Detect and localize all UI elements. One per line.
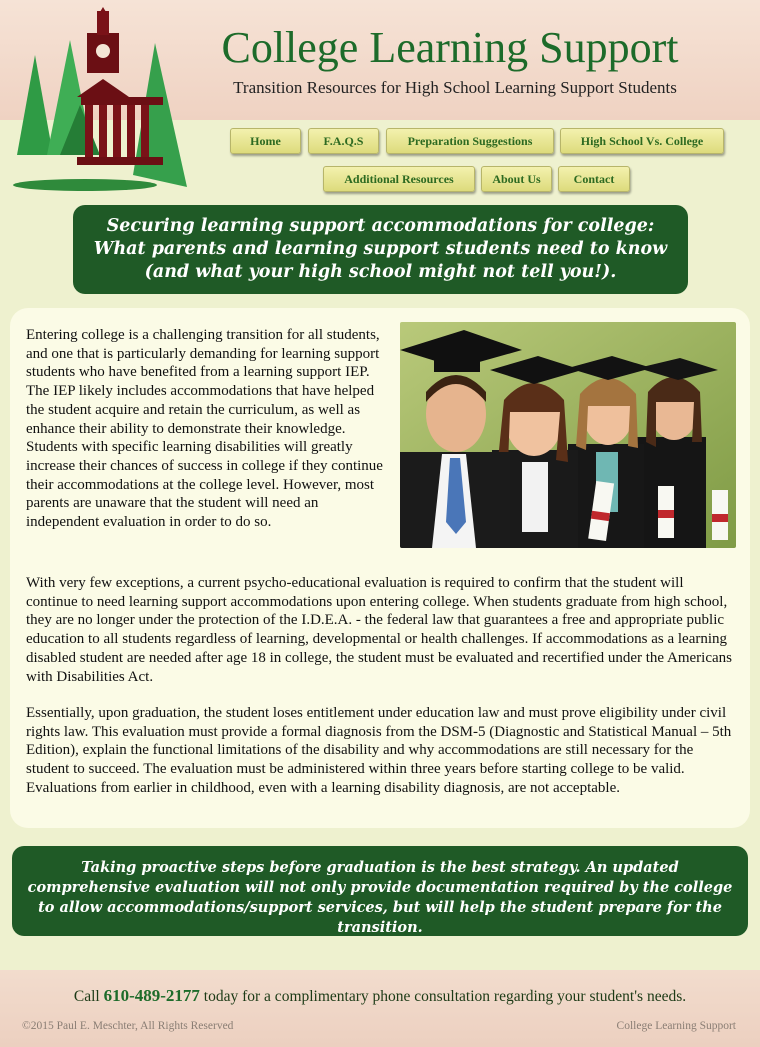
nav-about-us[interactable]: About Us — [481, 166, 552, 192]
banner-line-3: (and what your high school might not tell you!). — [144, 262, 617, 282]
graduates-photo — [400, 322, 736, 548]
eligibility-paragraph: With very few exceptions, a current psycho-educational evaluation is required to confirm that the student will continue to need learning support accommodations upon entering college. When students graduate from high school, they are no longer under the protection of the I.D.E.A. - the federal law that guarantees a free and appropriate public education to all students regardless of learning, developmental or health challenges. If accommodations as a learning disabled student are needed after age 18 in college, the student must be evaluated and recertified under the Americans with Disabilities Act. — [26, 575, 732, 685]
phone-number[interactable]: 610-489-2177 — [103, 986, 200, 1005]
nav-home[interactable]: Home — [230, 128, 301, 154]
footer-site-name: College Learning Support — [616, 1020, 736, 1032]
main-content — [10, 308, 750, 828]
site-title: College Learning Support — [221, 23, 679, 72]
footer — [0, 970, 760, 1047]
nav-additional-resources[interactable]: Additional Resources — [323, 166, 475, 192]
civil-rights-paragraph: Essentially, upon graduation, the student loses entitlement under education law and must prove eligibility under civil rights law. This evaluation must provide a formal diagnosis from the DSM-5 (Diagnostic and Statistical Manual – 5th Edition), explain the functional limitations of the disability and why accommodations are still necessary for the student to succeed. The evaluation must be administered within three years before starting college to be valid. Evaluations from earlier in childhood, even with a learning disability diagnosis, are not acceptable. — [26, 705, 732, 796]
strategy-callout: Taking proactive steps before graduation is the best strategy. An updated comprehensive evaluation will not only provide documentation required by the college to allow accommodations/support services, but will help the student prepare for the transition. — [12, 846, 748, 936]
site-subtitle: Transition Resources for High School Learning Support Students — [233, 78, 677, 97]
nav-contact[interactable]: Contact — [558, 166, 630, 192]
banner-line-2: What parents and learning support students need to know — [93, 239, 668, 259]
nav-faqs[interactable]: F.A.Q.S — [308, 128, 379, 154]
call-prefix: Call — [73, 988, 100, 1005]
copyright: ©2015 Paul E. Meschter, All Rights Reserved — [22, 1020, 234, 1032]
headline-banner — [73, 205, 688, 294]
nav-preparation-suggestions[interactable]: Preparation Suggestions — [386, 128, 554, 154]
banner-line-1: Securing learning support accommodations for college: — [106, 216, 655, 236]
consultation-line — [0, 986, 760, 1006]
logo-college-building-icon — [5, 5, 195, 197]
nav-high-school-vs-college[interactable]: High School Vs. College — [560, 128, 724, 154]
call-suffix: today for a complimentary phone consultation regarding your student's needs. — [203, 988, 687, 1005]
intro-paragraph: Entering college is a challenging transition for all students, and one that is particularly demanding for learning support students who have benefited from a learning support IEP. The IEP likely includes accommodations that have helped the student acquire and retain the curriculum, as well as enhance their ability to demonstrate their knowledge. Students with specific learning disabilities will greatly increase their chances of success in college if they continue their accommodations at the college level. However, most parents are unaware that the student will need an independent evaluation in order to do so. — [26, 327, 383, 531]
header — [0, 0, 760, 120]
